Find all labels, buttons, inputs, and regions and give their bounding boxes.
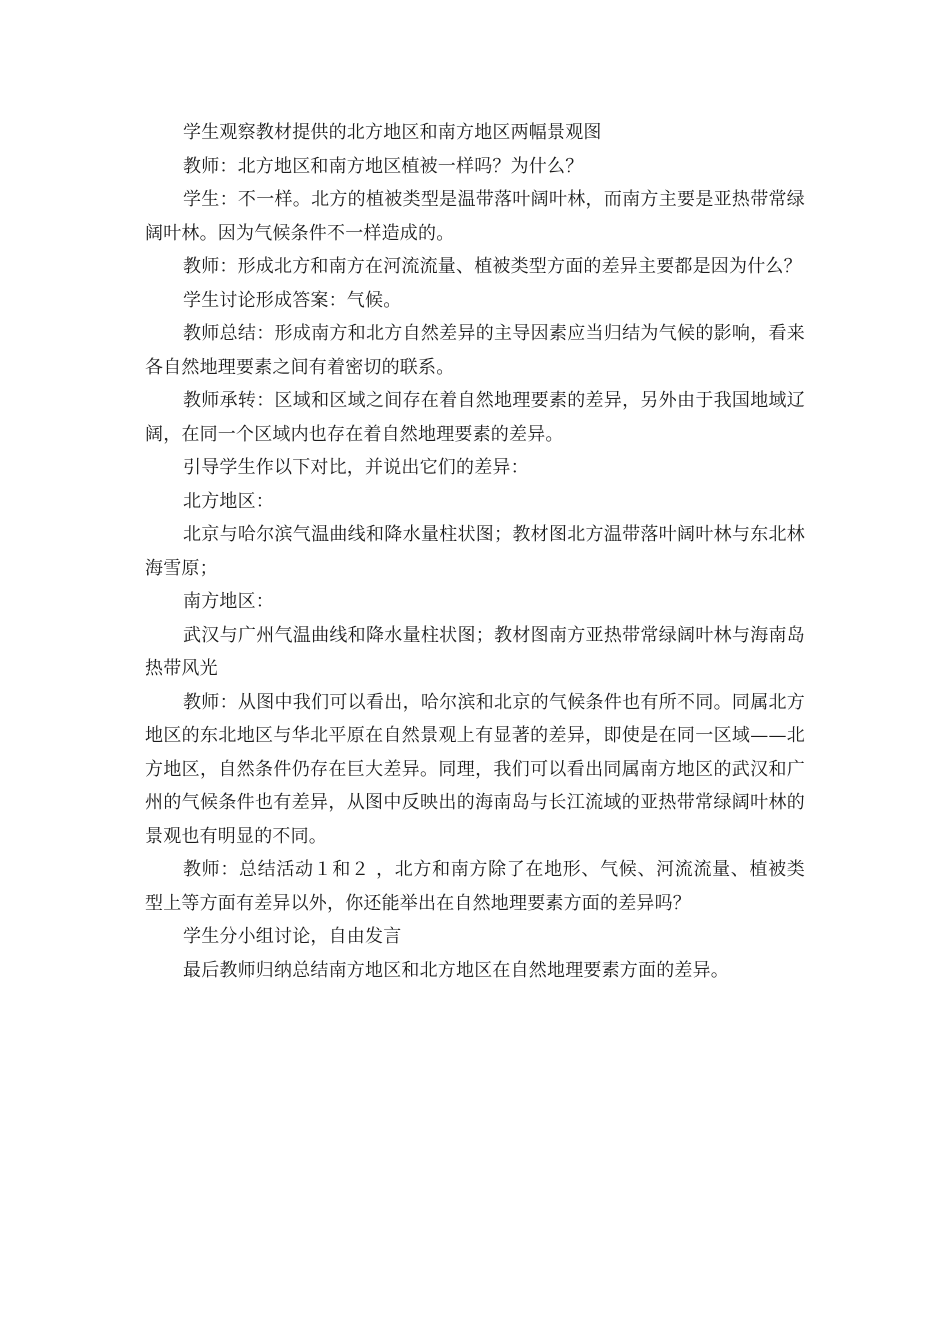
document-body — [145, 116, 805, 987]
paragraph-south-heading: 南方地区： — [183, 591, 274, 612]
paragraph-teacher-question-cause: 教师：形成北方和南方在河流流量、植被类型方面的差异主要都是因为什么？ — [183, 256, 802, 277]
paragraph-student-answer-vegetation: 学生：不一样。北方的植被类型是温带落叶阔叶林，而南方主要是亚热带常绿阔叶林。因为气候条件不一样造成的。 — [145, 189, 805, 244]
paragraph-teacher-summary: 教师总结：形成南方和北方自然差异的主导因素应当归结为气候的影响，看来各自然地理要素之间有着密切的联系。 — [145, 323, 805, 378]
paragraph-final-summary: 最后教师归纳总结南方地区和北方地区在自然地理要素方面的差异。 — [183, 959, 729, 981]
paragraph-observe-images: 学生观察教材提供的北方地区和南方地区两幅景观图 — [183, 122, 602, 143]
paragraph-teacher-analysis: 教师：从图中我们可以看出，哈尔滨和北京的气候条件也有所不同。同属北方地区的东北地区与华北平原在自然景观上有显著的差异，即使是在同一区域——北方地区，自然条件仍存在巨大差异。同理，我们可以看出同属南方地区的武汉和广州的气候条件也有差异，从图中反映出的海南岛与长江流域的亚热带常绿阔叶林的景观也有明显的不同。 — [145, 691, 805, 847]
paragraph-teacher-transition: 教师承转：区域和区域之间存在着自然地理要素的差异，另外由于我国地域辽阔，在同一个区域内也存在着自然地理要素的差异。 — [145, 390, 805, 445]
paragraph-teacher-activity-summary: 教师：总结活动１和２ ，北方和南方除了在地形、气候、河流流量、植被类型上等方面有差异以外，你还能举出在自然地理要素方面的差异吗？ — [145, 859, 805, 914]
paragraph-group-discussion: 学生分小组讨论，自由发言 — [183, 926, 402, 947]
paragraph-south-materials: 武汉与广州气温曲线和降水量柱状图；教材图南方亚热带常绿阔叶林与海南岛热带风光 — [145, 624, 805, 679]
paragraph-teacher-question-vegetation: 教师：北方地区和南方地区植被一样吗？为什么？ — [183, 155, 584, 177]
paragraph-student-answer-climate: 学生讨论形成答案：气候。 — [183, 289, 402, 311]
paragraph-north-materials: 北京与哈尔滨气温曲线和降水量柱状图；教材图北方温带落叶阔叶林与东北林海雪原； — [145, 524, 805, 579]
paragraph-north-heading: 北方地区： — [183, 490, 274, 512]
paragraph-guide-comparison: 引导学生作以下对比，并说出它们的差异： — [183, 457, 529, 478]
